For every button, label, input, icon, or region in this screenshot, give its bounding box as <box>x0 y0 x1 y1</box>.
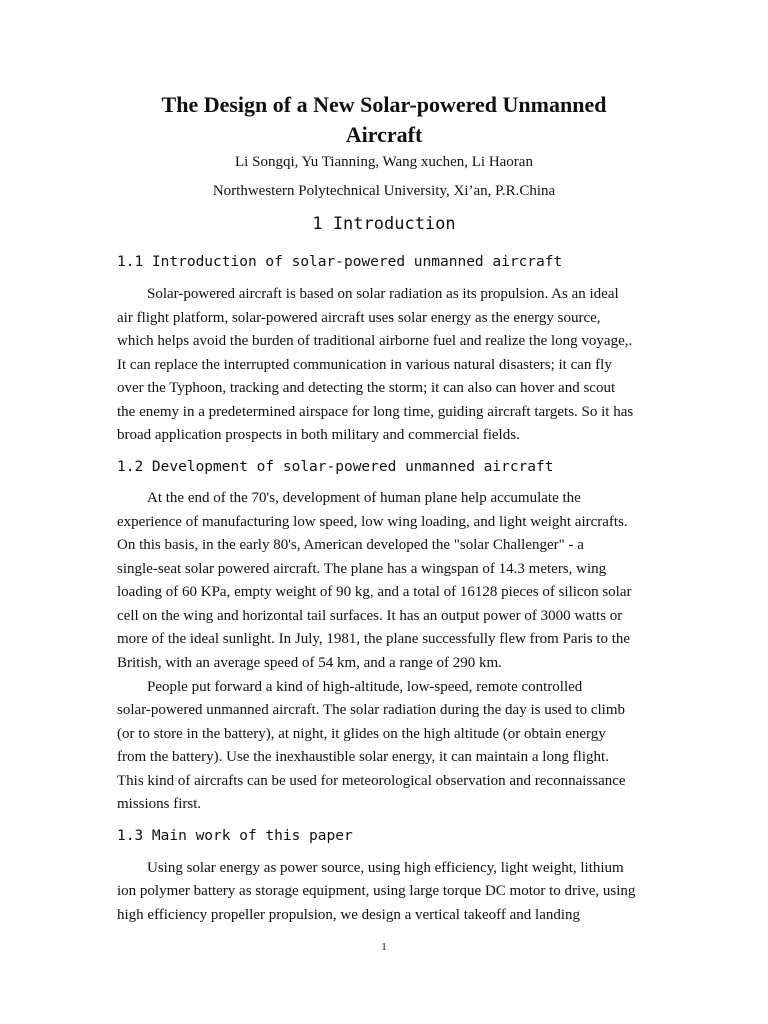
paragraph-line: loading of 60 KPa, empty weight of 90 kg, and a total of 16128 pieces of silicon solar <box>117 584 632 600</box>
paragraph-line: Using solar energy as power source, using high efficiency, light weight, lithium <box>147 860 624 876</box>
paper-title-line1: The Design of a New Solar-powered Unmanned <box>161 92 607 117</box>
paragraph-line: British, with an average speed of 54 km, and a range of 290 km. <box>117 655 502 671</box>
paragraph-line: People put forward a kind of high-altitude, low-speed, remote controlled <box>147 679 583 695</box>
paragraph-line: from the battery). Use the inexhaustible solar energy, it can maintain a long flight. <box>117 749 609 765</box>
subsection-heading-1-3: 1.3 Main work of this paper <box>117 828 353 844</box>
authors: Li Songqi, Yu Tianning, Wang xuchen, Li Haoran <box>235 154 533 170</box>
paragraph-line: Solar-powered aircraft is based on solar radiation as its propulsion. As an ideal <box>147 286 619 302</box>
subsection-heading-1-2: 1.2 Development of solar-powered unmanned aircraft <box>117 459 554 475</box>
paragraph-line: which helps avoid the burden of traditional airborne fuel and realize the long voyage,. <box>117 333 633 349</box>
paragraph-line: This kind of aircrafts can be used for meteorological observation and reconnaissance <box>117 773 626 789</box>
paragraph-line: At the end of the 70's, development of human plane help accumulate the <box>147 490 581 506</box>
paragraph-line: the enemy in a predetermined airspace for long time, guiding aircraft targets. So it has <box>117 404 634 420</box>
paragraph-line: experience of manufacturing low speed, low wing loading, and light weight aircrafts. <box>117 514 628 530</box>
paragraph-line: solar-powered unmanned aircraft. The solar radiation during the day is used to climb <box>117 702 626 718</box>
paragraph-line: more of the ideal sunlight. In July, 1981, the plane successfully flew from Paris to the <box>117 631 631 647</box>
paragraph-line: broad application prospects in both military and commercial fields. <box>117 427 520 443</box>
paragraph-line: cell on the wing and horizontal tail surfaces. It has an output power of 3000 watts or <box>117 608 623 624</box>
paragraph-line: single-seat solar powered aircraft. The plane has a wingspan of 14.3 meters, wing <box>117 561 607 577</box>
subsection-heading-1-1: 1.1 Introduction of solar-powered unmanned aircraft <box>117 254 563 270</box>
paragraph-line: over the Typhoon, tracking and detecting the storm; it can also can hover and scout <box>117 380 616 396</box>
paragraph-line: missions first. <box>117 796 202 812</box>
section-heading-introduction: 1 Introduction <box>312 214 456 234</box>
paragraph-line: ion polymer battery as storage equipment, using large torque DC motor to drive, using <box>117 883 636 899</box>
paragraph-line: high efficiency propeller propulsion, we design a vertical takeoff and landing <box>117 907 581 923</box>
paragraph-line: (or to store in the battery), at night, it glides on the high altitude (or obtain energy <box>117 726 606 742</box>
paper-title-line2: Aircraft <box>345 122 423 147</box>
page-number: 1 <box>381 941 387 953</box>
paragraph-line: air flight platform, solar-powered aircraft uses solar energy as the energy source, <box>117 310 601 326</box>
paragraph-line: It can replace the interrupted communication in various natural disasters; it can fly <box>117 357 612 373</box>
paragraph-line: On this basis, in the early 80's, American developed the "solar Challenger" - a <box>117 537 584 553</box>
affiliation: Northwestern Polytechnical University, Xi’an, P.R.China <box>212 183 556 199</box>
